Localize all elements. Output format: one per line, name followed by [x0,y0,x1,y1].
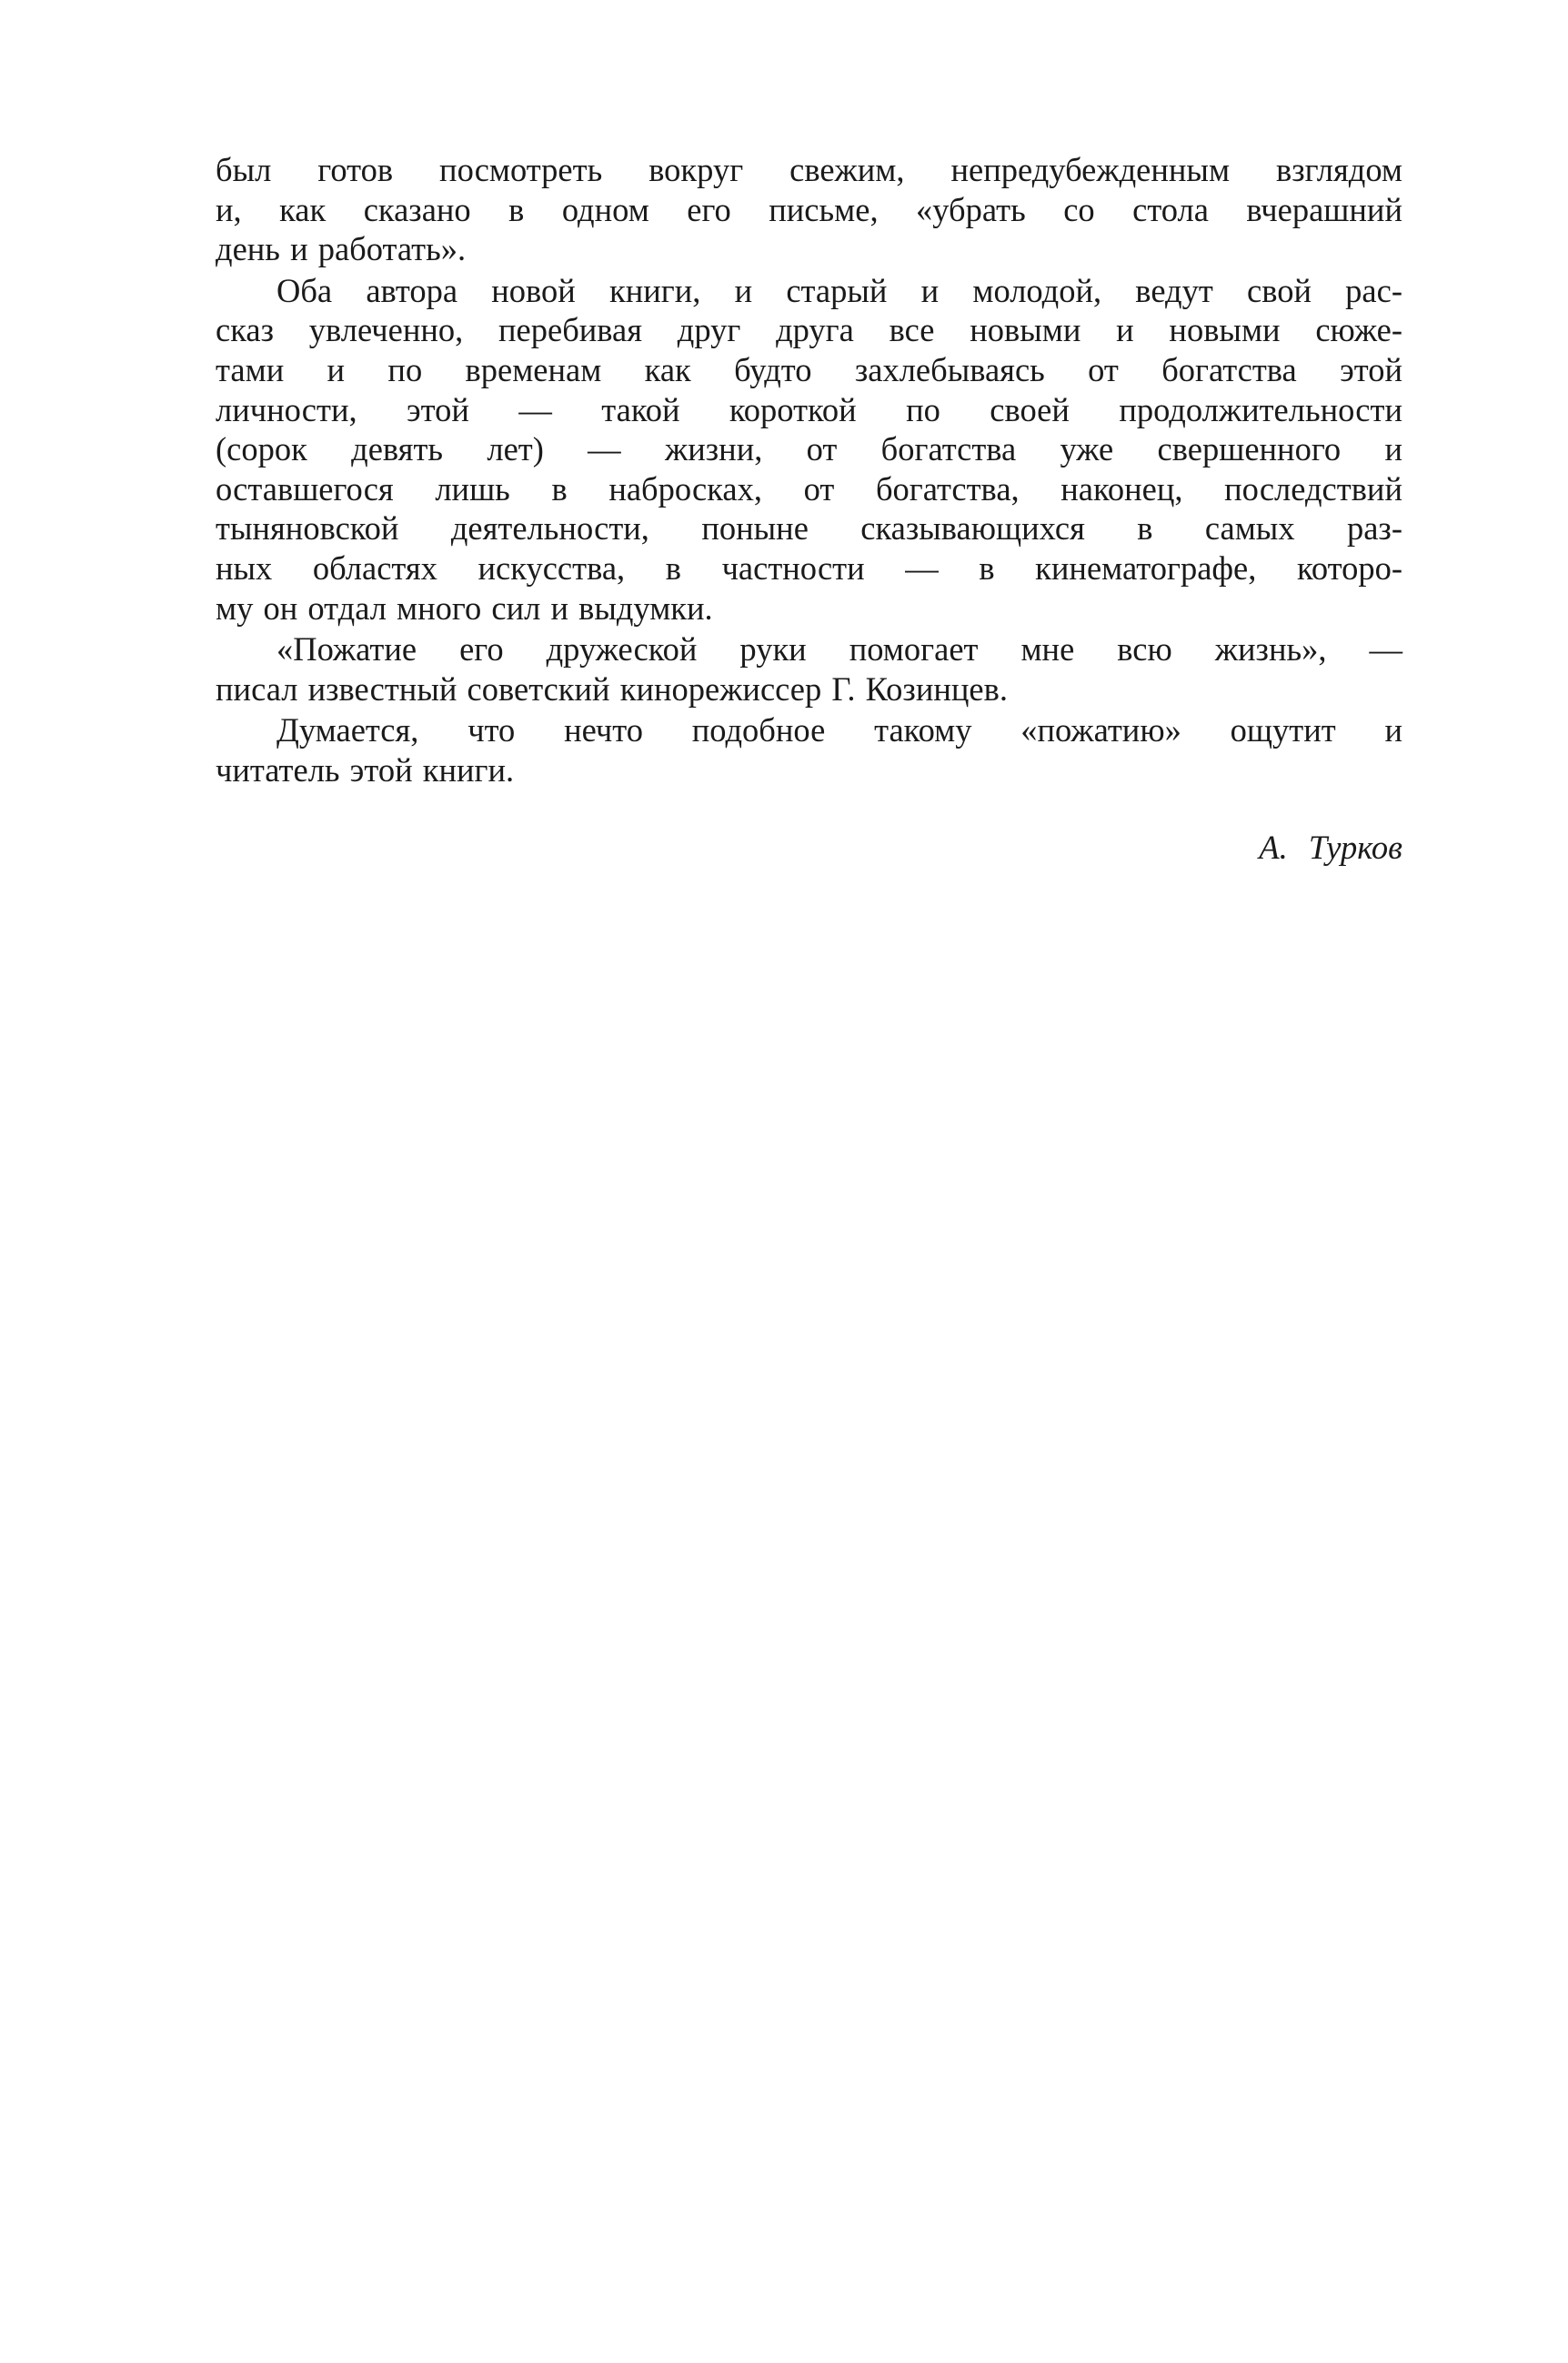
paragraph [216,271,1402,628]
text-line: личности, этой — такой короткой по своей продолжительности [216,390,1402,428]
body-text [216,150,1402,790]
paragraph [216,150,1402,269]
text-line: читатель этой книги. [216,750,515,789]
text-line: (сорок девять лет) — жизни, от богатства уже свершенного и [216,430,1402,468]
paragraph [216,629,1402,709]
text-line: писал известный советский кинорежиссер Г. Козинцев. [216,669,1008,708]
text-line: Думается, что нечто подобное такому «пожатию» ощутит и [276,711,1402,749]
text-line: оставшегося лишь в набросках, от богатства, наконец, последствий [216,469,1402,508]
author-signature: А. Турков [1259,829,1402,866]
text-line: Оба автора новой книги, и старый и молодой, ведут свой рас- [276,271,1402,309]
text-line: день и работать». [216,230,467,268]
text-line: му он отдал много сил и выдумки. [216,588,713,627]
text-line: был готов посмотреть вокруг свежим, непредубежденным взглядом [216,151,1402,188]
text-line: тыняновской деятельности, поныне сказывающихся в самых раз- [216,509,1402,548]
text-line: ных областях искусства, в частности — в кинематографе, которо- [216,548,1402,587]
text-line: «Пожатие его дружеской руки помогает мне всю жизнь», — [276,630,1402,669]
text-line: и, как сказано в одном его письме, «убрать со стола вчерашний [216,190,1402,228]
paragraph [216,710,1402,789]
text-line: тами и по временам как будто захлебываясь от богатства этой [216,350,1402,388]
text-line: сказ увлеченно, перебивая друг друга все новыми и новыми сюже- [216,311,1402,349]
